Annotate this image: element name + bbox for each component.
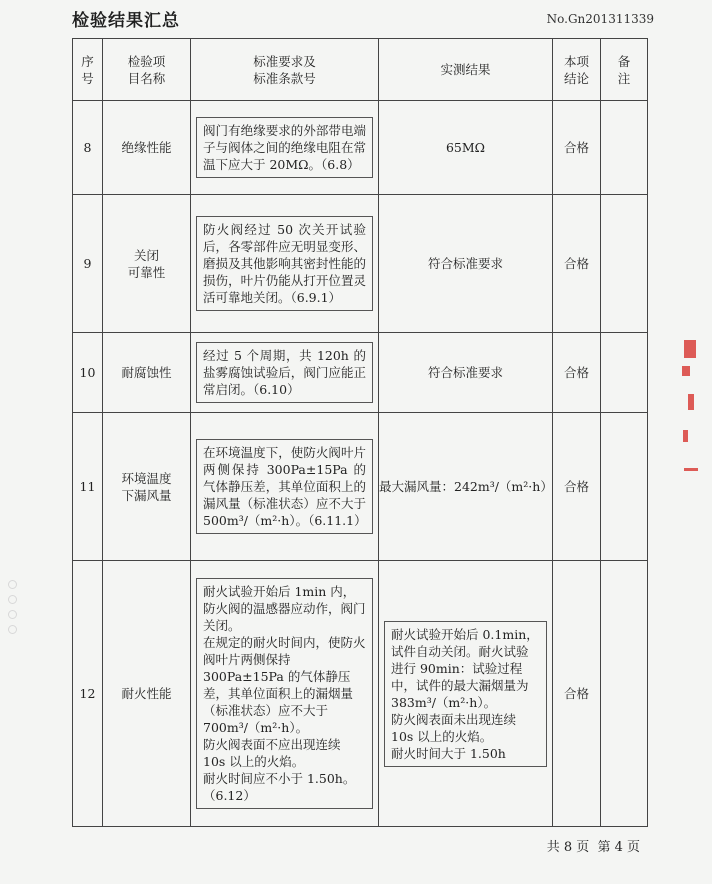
- header-remark: 备 注: [601, 39, 648, 101]
- table-row: [73, 413, 648, 561]
- table-row: [73, 333, 648, 413]
- row-standard: 经过 5 个周期，共 120h 的盐雾腐蚀试验后，阀门应能正常启闭。（6.10）: [196, 342, 373, 403]
- row-seq: 12: [73, 561, 103, 827]
- total-pages: 共 8 页: [546, 840, 590, 855]
- row-item: 耐火性能: [103, 561, 191, 827]
- row-remark: [601, 413, 648, 561]
- row-result: 符合标准要求: [379, 333, 553, 413]
- header-seq: 序 号: [73, 39, 103, 101]
- row-standard: 耐火试验开始后 1min 内，防火阀的温感器应动作，阀门关闭。 在规定的耐火时间内，使防火阀叶片两侧保持 300Pa±15Pa 的气体静压差，其单位面积上的漏烟量（标准状态）应不大于 700m³/（m²·h）。 防火阀表面不应出现连续 10s 以上的火焰。 耐火时间应不小于 1.50h。（6.12）: [196, 578, 373, 809]
- row-conclusion: 合格: [553, 413, 601, 561]
- seal-stamp: [680, 340, 700, 475]
- row-conclusion: 合格: [553, 101, 601, 195]
- row-remark: [601, 195, 648, 333]
- current-page: 第 4 页: [597, 840, 640, 855]
- page-title: 检验结果汇总: [72, 11, 180, 31]
- row-result: 最大漏风量：242m³/（m²·h）: [379, 413, 553, 561]
- header-result: 实测结果: [379, 39, 553, 101]
- header-item: 检验项 目名称: [103, 39, 191, 101]
- row-item: 关闭 可靠性: [103, 195, 191, 333]
- row-item: 环境温度 下漏风量: [103, 413, 191, 561]
- row-remark: [601, 561, 648, 827]
- table-row: [73, 561, 648, 827]
- table-header-row: [73, 39, 648, 101]
- row-seq: 8: [73, 101, 103, 195]
- page-footer: [543, 836, 640, 855]
- row-remark: [601, 101, 648, 195]
- header-conclusion: 本项 结论: [553, 39, 601, 101]
- row-standard: 在环境温度下，使防火阀叶片两侧保持 300Pa±15Pa 的气体静压差，其单位面积上的漏风量（标准状态）应不大于 500m³/（m²·h）。（6.11.1）: [196, 439, 373, 534]
- row-item: 耐腐蚀性: [103, 333, 191, 413]
- document-number: No.Gn201311339: [546, 12, 654, 26]
- row-result: 耐火试验开始后 0.1min，试件自动关闭。耐火试验进行 90min：试验过程中，试件的最大漏烟量为 383m³/（m²·h）。 防火阀表面未出现连续 10s 以上的火焰。 耐火时间大于 1.50h: [384, 621, 547, 767]
- table-row: [73, 195, 648, 333]
- binding-holes: [8, 580, 17, 640]
- row-result: 符合标准要求: [379, 195, 553, 333]
- row-remark: [601, 333, 648, 413]
- results-table: [72, 38, 648, 827]
- row-standard: 防火阀经过 50 次关开试验后，各零部件应无明显变形、磨损及其他影响其密封性能的损伤，叶片仍能从打开位置灵活可靠地关闭。（6.9.1）: [196, 216, 373, 311]
- header-standard: 标准要求及 标准条款号: [191, 39, 379, 101]
- table-row: [73, 101, 648, 195]
- row-seq: 10: [73, 333, 103, 413]
- row-seq: 9: [73, 195, 103, 333]
- row-conclusion: 合格: [553, 333, 601, 413]
- row-seq: 11: [73, 413, 103, 561]
- row-result: 65MΩ: [379, 101, 553, 195]
- row-conclusion: 合格: [553, 561, 601, 827]
- row-item: 绝缘性能: [103, 101, 191, 195]
- row-conclusion: 合格: [553, 195, 601, 333]
- row-standard: 阀门有绝缘要求的外部带电端子与阀体之间的绝缘电阻在常温下应大于 20MΩ。（6.8）: [196, 117, 373, 178]
